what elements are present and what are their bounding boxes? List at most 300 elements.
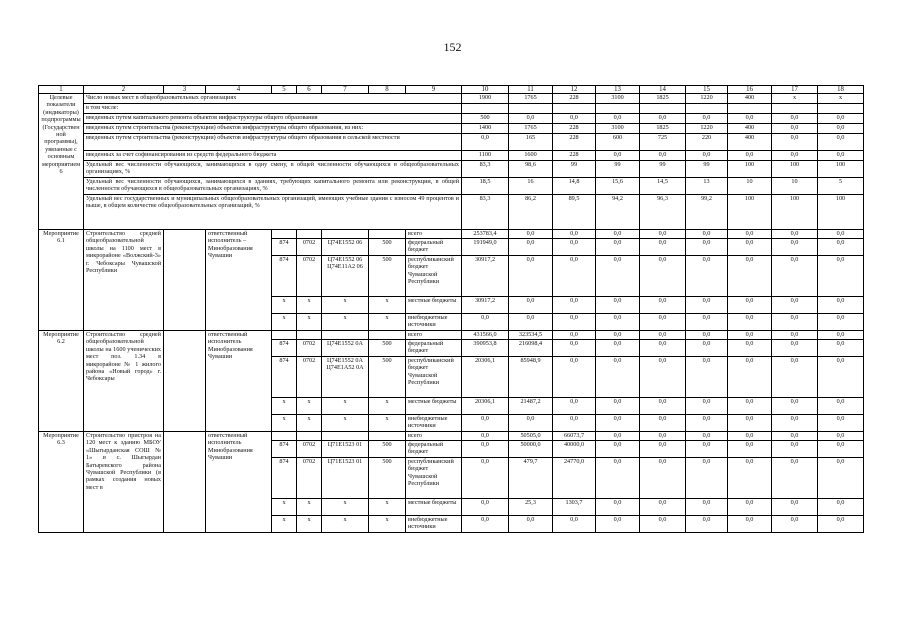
section-code: x [297,516,322,533]
funding-value: 0,0 [686,398,728,415]
expense-type-code: x [369,398,406,415]
indicator-text: введенных за счет софинансирования из средств федерального бюджета [84,151,462,161]
section-code: 0702 [297,340,322,357]
indicator-value [686,104,728,114]
funding-source: местные бюджеты [406,297,462,314]
funding-value: 0,0 [772,458,818,499]
indicator-row [39,134,864,151]
funding-value: 0,0 [553,331,596,340]
grbs-code: 874 [272,340,297,357]
funding-source: местные бюджеты [406,398,462,415]
funding-value: 0,0 [640,357,686,398]
funding-value: 0,0 [596,499,640,516]
indicator-text: Число новых мест в общеобразовательных организациях [84,94,462,104]
measure-row [39,432,864,441]
indicator-value: 83,3 [462,195,509,230]
empty-cell [164,230,206,331]
funding-source: республиканский бюджет Чувашской Республики [406,357,462,398]
measure-row [39,331,864,340]
funding-value: 0,0 [728,516,772,533]
funding-value: 0,0 [728,331,772,340]
target-article-code: Ц71E1523 01 [322,441,369,458]
indicator-value: 0,0 [686,151,728,161]
funding-value: 0,0 [462,441,509,458]
expense-type-code: 500 [369,441,406,458]
grbs-code [272,230,297,239]
grbs-code: x [272,499,297,516]
indicator-value: 86,2 [509,195,553,230]
indicator-text: Удельный вес численности обучающихся, занимающихся в одну смену, в общей численности обучающихся в общеобразовательных организациях, % [84,161,462,178]
grbs-code: x [272,415,297,432]
section-code [297,331,322,340]
target-article-code [322,230,369,239]
funding-value: 66073,7 [553,432,596,441]
measure-label: Мероприятие 6.1 [39,230,84,331]
section-code: x [297,415,322,432]
target-article-code: Ц71E1523 01 [322,458,369,499]
funding-value: 0,0 [686,331,728,340]
funding-value: 0,0 [553,239,596,256]
funding-value: 0,0 [640,415,686,432]
funding-value: 0,0 [686,297,728,314]
indicator-value: 1900 [462,94,509,104]
grbs-code: x [272,516,297,533]
indicator-value: 98,6 [509,161,553,178]
funding-value: 0,0 [509,314,553,331]
funding-value: 0,0 [596,340,640,357]
indicator-value: 0,0 [596,151,640,161]
funding-value: 431566,0 [462,331,509,340]
funding-value: 191949,0 [462,239,509,256]
funding-value: 85948,9 [509,357,553,398]
funding-value: 0,0 [596,256,640,297]
program-table [38,85,864,533]
funding-value: 0,0 [640,441,686,458]
funding-source: внебюджетные источники [406,516,462,533]
indicator-value: 1765 [509,124,553,134]
funding-value: 0,0 [596,314,640,331]
indicator-value [596,104,640,114]
indicator-value: 83,3 [462,161,509,178]
indicator-value: 1825 [640,124,686,134]
funding-value: 21487,2 [509,398,553,415]
indicator-value [462,104,509,114]
indicator-value: 89,5 [553,195,596,230]
funding-value: 0,0 [640,499,686,516]
indicator-value: 13 [686,178,728,195]
funding-value: 0,0 [728,415,772,432]
indicator-text: Удельный вес численности обучающихся, занимающихся в зданиях, требующих капитального ремонта или реконструкции, в общей численности обучающихся в общеобразовательных организациях, % [84,178,462,195]
indicator-text: введенных путем строительства (реконструкции) объектов инфраструктуры общего образования в сельской местности [84,134,462,151]
funding-source: внебюджетные источники [406,314,462,331]
funding-value: 0,0 [728,256,772,297]
expense-type-code: 500 [369,239,406,256]
column-number: 14 [640,86,686,94]
funding-value: 0,0 [462,314,509,331]
empty-cell [164,432,206,533]
funding-source: республиканский бюджет Чувашской Республики [406,256,462,297]
indicator-value: 0,0 [509,114,553,124]
funding-value: 0,0 [509,415,553,432]
funding-value: 0,0 [596,230,640,239]
section-code: x [297,398,322,415]
indicator-value: 100 [728,195,772,230]
funding-value: 0,0 [772,516,818,533]
target-article-code: x [322,297,369,314]
section-code [297,230,322,239]
funding-value: 0,0 [553,398,596,415]
indicator-value: 400 [728,124,772,134]
funding-value: 0,0 [772,432,818,441]
indicator-value: 220 [686,134,728,151]
funding-value: 0,0 [509,239,553,256]
indicator-value: 228 [553,151,596,161]
indicator-value: 15,6 [596,178,640,195]
funding-value: 0,0 [462,415,509,432]
funding-value: 50000,0 [509,441,553,458]
indicator-value: 0,0 [772,124,818,134]
funding-value: 0,0 [686,357,728,398]
indicator-value: 3100 [596,94,640,104]
funding-value: 0,0 [640,297,686,314]
funding-value: 0,0 [818,331,864,340]
funding-value: 0,0 [553,230,596,239]
indicator-value: 400 [728,94,772,104]
indicator-value: 99 [553,161,596,178]
expense-type-code: x [369,415,406,432]
indicator-value: 5 [818,178,864,195]
page-number: 152 [443,40,462,54]
funding-value: 0,0 [640,256,686,297]
section-code: 0702 [297,239,322,256]
funding-value: 0,0 [509,230,553,239]
funding-value: 0,0 [596,458,640,499]
indicator-value: 228 [553,124,596,134]
funding-value: 0,0 [818,256,864,297]
grbs-code: 874 [272,239,297,256]
indicator-value: 3100 [596,124,640,134]
section-code: x [297,297,322,314]
measure-label: Мероприятие 6.3 [39,432,84,533]
funding-value: 0,0 [553,516,596,533]
target-article-code: Ц74E1552 06 [322,239,369,256]
target-article-code [322,432,369,441]
section-code: 0702 [297,357,322,398]
indicator-row [39,114,864,124]
indicator-value: 0,0 [818,114,864,124]
indicator-text: Удельный вес государственных и муниципальных общеобразовательных организаций, имеющих учебные здания с износом 49 процентов и выше, в общем количестве общеобразовательных организаций, % [84,195,462,230]
column-number: 9 [406,86,462,94]
measure-name: Строительство пристроя на 120 мест к зданию МБОУ «Шыгырданская СОШ № 1» в с. Шыгырдан Батыревского района Чувашской Республики (в рамках создания новых мест в [84,432,164,533]
funding-value: 0,0 [553,297,596,314]
indicator-value: 10 [728,178,772,195]
funding-value: 0,0 [686,499,728,516]
funding-source: республиканский бюджет Чувашской Республики [406,458,462,499]
funding-value: 0,0 [596,415,640,432]
funding-value: 0,0 [728,398,772,415]
indicator-value: 0,0 [596,114,640,124]
indicator-value [728,104,772,114]
funding-value: 0,0 [772,441,818,458]
column-number-row [39,86,864,94]
grbs-code: x [272,314,297,331]
funding-value: 0,0 [772,314,818,331]
column-number: 7 [322,86,369,94]
target-article-code: x [322,398,369,415]
funding-value: 0,0 [728,314,772,331]
indicator-value: 1100 [462,151,509,161]
grbs-code: 874 [272,441,297,458]
funding-value: 0,0 [686,314,728,331]
funding-value: 0,0 [728,230,772,239]
funding-value: 0,0 [462,499,509,516]
funding-value: 0,0 [553,340,596,357]
funding-value: 0,0 [686,230,728,239]
funding-value: 0,0 [686,458,728,499]
funding-value: 20306,1 [462,398,509,415]
indicator-value: 1600 [509,151,553,161]
grbs-code: 874 [272,357,297,398]
section-code: x [297,499,322,516]
indicator-value: 0,0 [728,114,772,124]
indicator-value: 0,0 [553,114,596,124]
measure-label: Мероприятие 6.2 [39,331,84,432]
funding-value: 0,0 [772,297,818,314]
grbs-code [272,331,297,340]
measure-executor: ответственный исполнитель – Минобразования Чувашии [206,230,272,331]
funding-value: 0,0 [509,516,553,533]
funding-value: 0,0 [728,441,772,458]
funding-value: 40000,0 [553,441,596,458]
funding-value: 0,0 [462,516,509,533]
indicator-value [772,104,818,114]
indicator-row [39,94,864,104]
funding-value: 0,0 [772,398,818,415]
column-number: 1 [39,86,84,94]
expense-type-code: x [369,499,406,516]
column-number: 2 [84,86,164,94]
indicator-value: 1765 [509,94,553,104]
indicator-row [39,195,864,230]
indicator-value: 0,0 [818,124,864,134]
funding-value: 50505,0 [509,432,553,441]
funding-value: 0,0 [686,432,728,441]
grbs-code: x [272,398,297,415]
section-code: 0702 [297,458,322,499]
funding-value: 0,0 [818,340,864,357]
indicator-value [553,104,596,114]
indicator-row [39,161,864,178]
funding-value: 25,3 [509,499,553,516]
funding-value: 0,0 [772,357,818,398]
expense-type-code: 500 [369,340,406,357]
indicator-value: 14,8 [553,178,596,195]
expense-type-code: 500 [369,357,406,398]
funding-value: 479,7 [509,458,553,499]
funding-source: местные бюджеты [406,499,462,516]
indicator-value: 228 [553,94,596,104]
indicator-value: 0,0 [818,151,864,161]
funding-value: 0,0 [596,331,640,340]
funding-value: 0,0 [686,415,728,432]
funding-value: 0,0 [553,357,596,398]
funding-value: 0,0 [596,357,640,398]
indicator-value: 14,5 [640,178,686,195]
indicator-value: 500 [462,114,509,124]
indicator-value: 18,5 [462,178,509,195]
funding-value: 0,0 [728,297,772,314]
section-code: 0702 [297,441,322,458]
funding-value: 0,0 [772,331,818,340]
target-article-code: Ц74E1552 0А Ц74E1А52 0А [322,357,369,398]
funding-value: 390953,8 [462,340,509,357]
funding-value: 0,0 [640,331,686,340]
indicator-value: 16 [509,178,553,195]
funding-value: 0,0 [596,432,640,441]
funding-source: федеральный бюджет [406,340,462,357]
indicator-row [39,104,864,114]
indicator-value [509,104,553,114]
indicator-value: 0,0 [772,114,818,124]
funding-value: 30917,2 [462,256,509,297]
target-article-code: x [322,499,369,516]
funding-source: всего [406,331,462,340]
funding-value: 0,0 [818,499,864,516]
funding-value: 24770,0 [553,458,596,499]
indicator-value: 0,0 [772,151,818,161]
funding-source: внебюджетные источники [406,415,462,432]
expense-type-code [369,331,406,340]
indicator-value [818,104,864,114]
funding-value: 0,0 [818,415,864,432]
column-number: 13 [596,86,640,94]
funding-value: 0,0 [462,432,509,441]
funding-source: федеральный бюджет [406,441,462,458]
column-number: 4 [206,86,272,94]
column-number: 3 [164,86,206,94]
measure-executor: ответственный исполнитель Минобразования Чувашии [206,331,272,432]
funding-value: 1303,7 [553,499,596,516]
indicator-value: 10 [772,178,818,195]
funding-value: 0,0 [728,340,772,357]
indicator-value: 100 [728,161,772,178]
indicator-value: 100 [772,195,818,230]
indicator-value: 99 [640,161,686,178]
indicator-value: 0,0 [686,114,728,124]
expense-type-code: 500 [369,458,406,499]
expense-type-code: x [369,297,406,314]
column-number: 8 [369,86,406,94]
indicator-value: 1220 [686,94,728,104]
grbs-code [272,432,297,441]
indicator-value: 400 [728,134,772,151]
indicator-value: 94,2 [596,195,640,230]
grbs-code: x [272,297,297,314]
indicator-value: 600 [596,134,640,151]
funding-value: 0,0 [509,256,553,297]
empty-cell [164,331,206,432]
funding-value: 0,0 [553,415,596,432]
column-number: 15 [686,86,728,94]
funding-value: 0,0 [462,458,509,499]
expense-type-code [369,432,406,441]
target-article-code: x [322,415,369,432]
indicator-value: 0,0 [772,134,818,151]
target-article-code: Ц74E1552 0А [322,340,369,357]
funding-value: 0,0 [818,458,864,499]
funding-value: 20306,1 [462,357,509,398]
funding-value: 253783,4 [462,230,509,239]
grbs-code: 874 [272,458,297,499]
section-code: x [297,314,322,331]
column-number: 5 [272,86,297,94]
funding-value: 0,0 [686,340,728,357]
funding-value: 0,0 [686,441,728,458]
funding-value: 0,0 [640,458,686,499]
funding-value: 0,0 [640,230,686,239]
funding-value: 0,0 [728,458,772,499]
indicator-value: 100 [772,161,818,178]
funding-value: 0,0 [772,256,818,297]
indicator-value: 165 [509,134,553,151]
indicator-value [640,104,686,114]
funding-value: 0,0 [640,239,686,256]
funding-value: 0,0 [728,357,772,398]
funding-value: 0,0 [553,314,596,331]
funding-value: 0,0 [818,398,864,415]
funding-value: 0,0 [596,239,640,256]
indicator-value: 0,0 [640,114,686,124]
funding-value: 0,0 [818,314,864,331]
target-article-code: x [322,314,369,331]
indicator-row [39,151,864,161]
section-code: 0702 [297,256,322,297]
funding-value: 0,0 [818,297,864,314]
column-number: 17 [772,86,818,94]
funding-value: 0,0 [640,340,686,357]
funding-value: 0,0 [640,516,686,533]
column-number: 16 [728,86,772,94]
expense-type-code: x [369,314,406,331]
funding-value: 216098,4 [509,340,553,357]
funding-value: 0,0 [818,230,864,239]
indicator-value: 99 [686,161,728,178]
funding-value: 0,0 [818,441,864,458]
indicator-text: введенных путем капитального ремонта объектов инфраструктуры общего образования [84,114,462,124]
funding-value: 0,0 [640,432,686,441]
indicator-row [39,124,864,134]
target-article-code [322,331,369,340]
funding-value: 0,0 [772,340,818,357]
indicator-value: x [772,94,818,104]
funding-value: 0,0 [596,441,640,458]
funding-value: 0,0 [728,432,772,441]
indicator-value: x [818,94,864,104]
column-number: 10 [462,86,509,94]
funding-source: всего [406,230,462,239]
indicator-value: 228 [553,134,596,151]
indicator-value: 725 [640,134,686,151]
funding-source: федеральный бюджет [406,239,462,256]
indicator-value: 0,0 [462,134,509,151]
measure-name: Строительство средней общеобразовательной школы на 1600 ученических мест поз. 1.34 в микрорайоне № 1 жилого района «Новый город» г. Чебоксары [84,331,164,432]
indicator-value: 100 [818,161,864,178]
expense-type-code: x [369,516,406,533]
funding-value: 0,0 [818,239,864,256]
funding-value: 0,0 [509,297,553,314]
funding-value: 0,0 [728,499,772,516]
column-number: 6 [297,86,322,94]
